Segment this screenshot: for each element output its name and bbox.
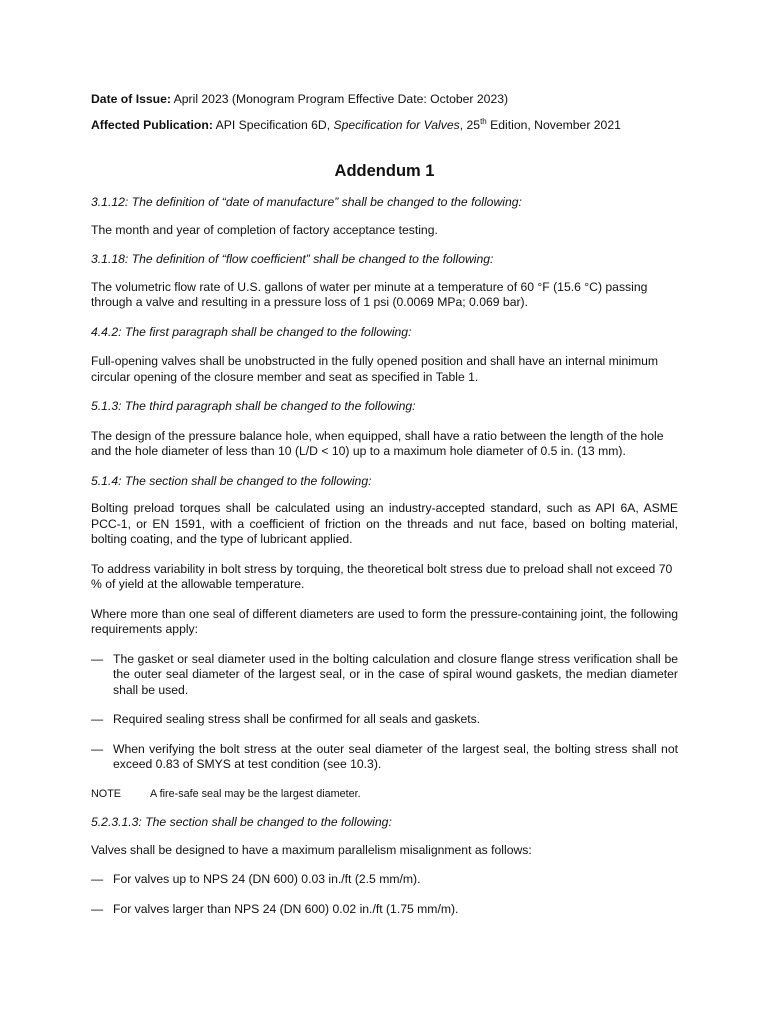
list-item-text: When verifying the bolt stress at the outer seal diameter of the largest seal, the bolting stress shall not exceed 0.83 of SMYS at test condition (see 10.3). — [113, 741, 678, 771]
list-item-text: The gasket or seal diameter used in the bolting calculation and closure flange stress verification shall be the outer seal diameter of the largest seal, or in the case of spiral wound gaskets, the median diameter shall be used. — [113, 651, 678, 697]
publication-title: Specification for Valves — [333, 117, 460, 132]
section-text-3-1-12: The month and year of completion of factory acceptance testing. — [91, 222, 438, 237]
section-5-1-4-paragraph-3: Where more than one seal of different diameters are used to form the pressure-containing joint, the following requirements apply: — [91, 606, 678, 636]
edition-prefix: , 25 — [459, 117, 481, 132]
section-text-5-1-3: The design of the pressure balance hole, when equipped, shall have a ratio between the length of the hole and the hole diameter of less than 10 (L/D < 10) up to a maximum hole diameter of 0.5 in. (13 mm). — [91, 428, 664, 458]
affected-publication-label: Affected Publication: — [91, 117, 213, 132]
section-heading-5-1-4: 5.1.4: The section shall be changed to the following: — [91, 473, 372, 488]
list-dash: — — [91, 872, 104, 886]
section-heading-5-2-3-1-3: 5.2.3.1.3: The section shall be changed to the following: — [91, 815, 392, 829]
list-dash: — — [91, 901, 104, 916]
section-heading-5-1-3: 5.1.3: The third paragraph shall be changed to the following: — [91, 399, 416, 413]
list-dash: — — [91, 741, 104, 756]
note — [91, 787, 678, 803]
section-text-3-1-18: The volumetric flow rate of U.S. gallons of water per minute at a temperature of 60 °F (15.6 °C) passing through a valve and resulting in a pressure loss of 1 psi (0.0069 MPa; 0.069 bar). — [91, 279, 648, 309]
date-of-issue-line — [91, 92, 678, 108]
list-item — [91, 872, 678, 888]
edition-suffix: th — [480, 116, 487, 126]
section-5-1-4-paragraph-2: To address variability in bolt stress by torquing, the theoretical bolt stress due to preload shall not exceed 70 % of yield at the allowable temperature. — [91, 561, 673, 591]
document-body — [91, 92, 678, 931]
note-text: A fire-safe seal may be the largest diameter. — [150, 787, 361, 800]
list-item-text: For valves up to NPS 24 (DN 600) 0.03 in./ft (2.5 mm/m). — [113, 872, 421, 886]
section-heading-3-1-18: 3.1.18: The definition of “flow coefficient” shall be changed to the following: — [91, 252, 494, 266]
list-item — [91, 652, 678, 699]
list-item — [91, 712, 678, 728]
list-item — [91, 902, 678, 918]
list-dash: — — [91, 651, 104, 666]
list-item-text: For valves larger than NPS 24 (DN 600) 0.02 in./ft (1.75 mm/m). — [113, 901, 459, 916]
section-text-5-2-3-1-3: Valves shall be designed to have a maximum parallelism misalignment as follows: — [91, 842, 532, 857]
section-5-1-4-paragraph-1: Bolting preload torques shall be calculated using an industry-accepted standard, such as API 6A, ASME PCC-1, or EN 1591, with a coefficient of friction on the threads and nut face, based on bolting material, bolting coating, and the type of lubricant applied. — [91, 501, 678, 546]
publication-name: API Specification 6D, — [215, 117, 331, 132]
list-item-text: Required sealing stress shall be confirmed for all seals and gaskets. — [113, 712, 481, 726]
edition-date: Edition, November 2021 — [486, 117, 621, 132]
affected-publication-line — [91, 118, 678, 134]
section-heading-4-4-2: 4.4.2: The first paragraph shall be changed to the following: — [91, 324, 412, 339]
date-of-issue-value: April 2023 (Monogram Program Effective Date: October 2023) — [173, 92, 509, 106]
date-of-issue-label: Date of Issue: — [91, 92, 171, 106]
section-text-4-4-2: Full-opening valves shall be unobstructed in the fully opened position and shall have an internal minimum circular opening of the closure member and seat as specified in Table 1. — [91, 354, 659, 384]
list-item — [91, 742, 678, 773]
section-heading-3-1-12: 3.1.12: The definition of “date of manufacture” shall be changed to the following: — [91, 195, 522, 209]
list-dash: — — [91, 712, 104, 726]
note-label: NOTE — [91, 787, 121, 800]
addendum-title: Addendum 1 — [334, 162, 435, 180]
